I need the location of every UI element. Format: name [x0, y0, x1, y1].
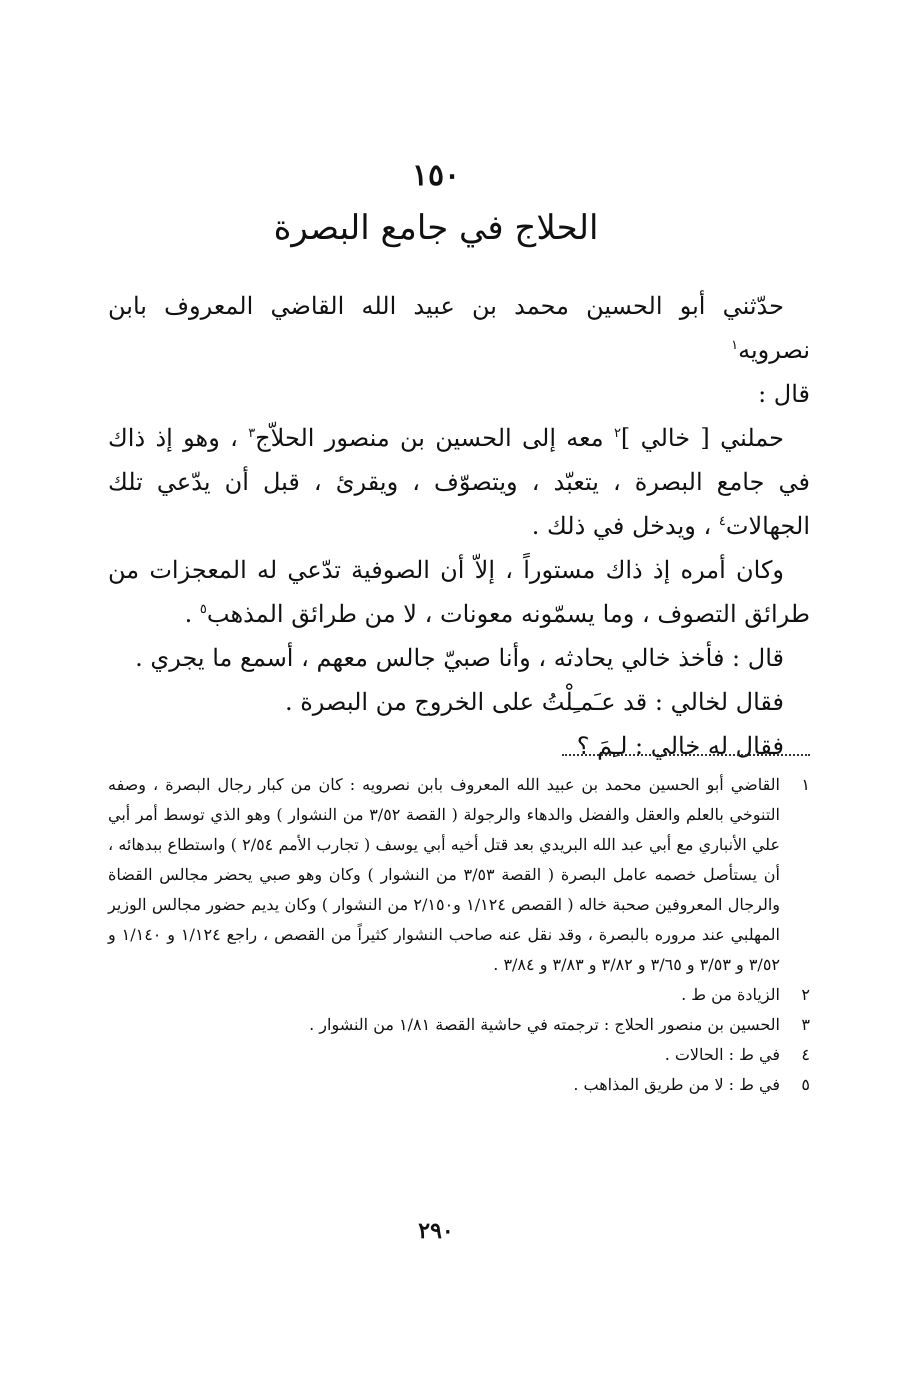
paragraph-2-end: ، ويدخل في ذلك .: [531, 512, 719, 540]
paragraph-2-text: حملني [ خالي ]: [620, 424, 784, 452]
paragraph-3: [108, 548, 810, 636]
paragraph-6: فقال له خالي : لـِمَ ؟: [576, 732, 784, 760]
footnote-number: ٤: [801, 1045, 810, 1064]
footnote-3: [108, 1010, 810, 1040]
paragraph-3-text: وكان أمره إذ ذاك مستوراً ، إلاّ أن الصوفية تدّعي له المعجزات من طرائق التصوف ، وما يسمّونه معونات ، لا من طرائق المذهب: [108, 556, 810, 628]
paragraph-2: [108, 416, 810, 548]
paragraph-3-end: .: [184, 600, 200, 628]
footnote-ref-3: ٣: [248, 426, 256, 441]
footnote-2: [108, 980, 810, 1010]
paragraph-4: قال : فأخذ خالي يحادثه ، وأنا صبيّ جالس معهم ، أسمع ما يجري .: [135, 644, 784, 672]
footnote-1: [108, 770, 810, 980]
paragraph-2-middle: معه إلى الحسين بن منصور الحلاّج: [255, 424, 614, 452]
paragraph-1: [108, 284, 810, 372]
paragraph-5: فقال لخالي : قد عـَمـِلْتُ على الخروج من البصرة .: [284, 688, 784, 716]
footnote-number: ٣: [801, 1015, 810, 1034]
footnotes: [108, 770, 810, 1100]
footnote-ref-4: ٤: [718, 514, 726, 529]
footnote-text: في ط : الحالات .: [664, 1045, 780, 1064]
footnote-4: [108, 1040, 810, 1070]
footnote-text: الزيادة من ط .: [681, 985, 780, 1004]
paragraph-2-continuation: ، وهو إذ ذاك في جامع البصرة ، يتعبّد ، ويتصوّف ، ويقرئ ، قبل أن يدّعي تلك الجهالات: [108, 424, 810, 540]
footnote-ref-2: ٢: [613, 426, 621, 441]
paragraph-1-text: حدّثني أبو الحسين محمد بن عبيد الله القاضي المعروف بابن نصرويه: [108, 292, 810, 364]
footnote-text: في ط : لا من طريق المذاهب .: [573, 1075, 780, 1094]
footnote-divider: [562, 754, 810, 756]
footnote-text: القاضي أبو الحسين محمد بن عبيد الله المعروف بابن نصرويه : كان من كبار رجال البصرة ، وصفه التنوخي بالعلم والعقل والفضل والدهاء والرجولة ( القصة ٣/٥٢ من النشوار ) وهو الذي توسط أمر أبي علي الأنباري مع أبي عبد الله البريدي بعد قتل أخيه أبي يوسف ( تجارب الأمم ٢/٥٤ ) واستطاع ببدهائه ، أن يستأصل خصمه عامل البصرة ( القصة ٣/٥٣ من النشوار ) وكان وهو صبي يحضر مجالس القضاة والرجال المعروفين صحبة خاله ( القصص ١/١٢٤ و٢/١٥٠ من النشوار ) وكان يديم حضور مجالس الوزير المهلبي عند مروره بالبصرة ، وقد نقل عنه صاحب النشوار كثيراً من القصص ، راجع ١/١٢٤ و ١/١٤٠ و ٣/٥٢ و ٣/٥٣ و ٣/٦٥ و ٣/٨٢ و ٣/٨٣ و ٣/٨٤ .: [108, 775, 781, 974]
footnote-ref-1: ١: [731, 338, 739, 353]
footnote-text: الحسين بن منصور الحلاج : ترجمته في حاشية القصة ١/٨١ من النشوار .: [309, 1015, 780, 1034]
footnote-ref-5: ٥: [199, 602, 207, 617]
story-number: ١٥٠: [411, 158, 461, 193]
paragraph-1-tail: قال :: [758, 380, 810, 408]
story-body: [108, 284, 810, 768]
footnote-5: [108, 1070, 810, 1100]
footnote-number: ٥: [801, 1075, 810, 1094]
footnote-number: ١: [801, 775, 810, 794]
page-number: ٢٩٠: [418, 1218, 454, 1244]
story-title: الحلاج في جامع البصرة: [273, 208, 599, 248]
footnote-number: ٢: [801, 985, 810, 1004]
